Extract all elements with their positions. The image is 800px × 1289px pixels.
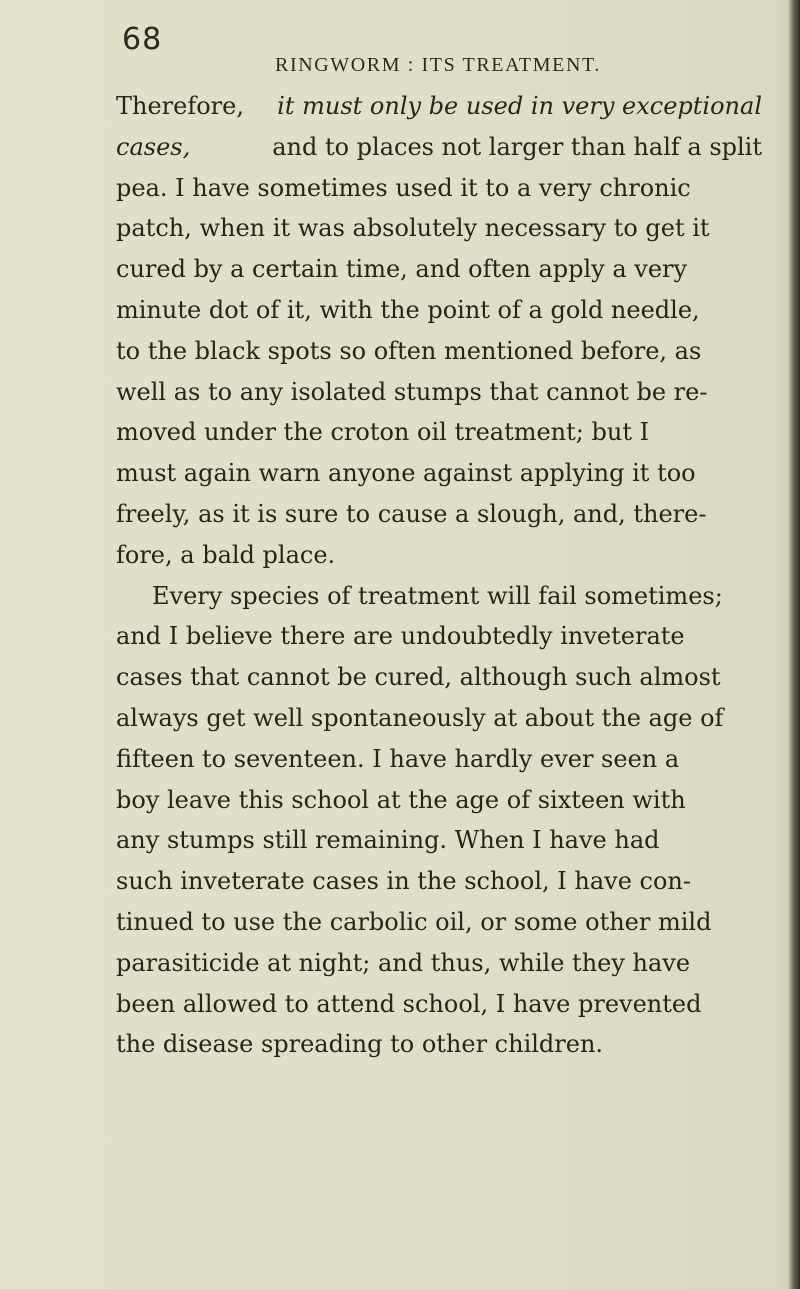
text-line	[116, 984, 762, 1025]
line-text: patch, when it was absolutely necessary to get it	[116, 214, 710, 243]
text-line	[116, 698, 762, 739]
page-header	[122, 22, 642, 76]
text-line	[116, 249, 762, 290]
text-line	[116, 86, 762, 127]
text-line	[116, 902, 762, 943]
line-text: to the black spots so often mentioned before, as	[116, 336, 702, 365]
line-text: the disease spreading to other children.	[116, 1030, 604, 1059]
line-text: been allowed to attend school, I have prevented	[116, 989, 702, 1018]
body-text	[116, 86, 762, 1065]
text-line	[116, 780, 762, 821]
text-line	[116, 943, 762, 984]
line-text: cases that cannot be cured, although such almost	[116, 663, 721, 692]
text-line	[116, 331, 762, 372]
text-line	[116, 535, 762, 576]
text-line	[116, 616, 762, 657]
page-number: 68	[122, 22, 163, 57]
text-line	[116, 820, 762, 861]
line-text: and I believe there are undoubtedly inveterate	[116, 622, 685, 651]
running-title: RINGWORM : ITS TREATMENT.	[275, 54, 601, 76]
page-edge	[788, 0, 800, 1289]
text-line	[116, 168, 762, 209]
text-line	[116, 127, 762, 168]
text-line	[116, 453, 762, 494]
line-text: moved under the croton oil treatment; but I	[116, 418, 650, 447]
line-text: fore, a bald place.	[116, 540, 336, 569]
text-line	[116, 208, 762, 249]
emphasis-text: cases,	[116, 132, 191, 161]
line-text: pea. I have sometimes used it to a very chronic	[116, 173, 691, 202]
text-line	[116, 739, 762, 780]
line-text: any stumps still remaining. When I have had	[116, 826, 660, 855]
line-text: Therefore,	[116, 92, 244, 120]
line-text: minute dot of it, with the point of a gold needle,	[116, 295, 700, 324]
text-line	[116, 657, 762, 698]
line-text: cured by a certain time, and often apply a very	[116, 255, 688, 284]
line-text: parasiticide at night; and thus, while they have	[116, 948, 691, 977]
text-line	[116, 576, 762, 617]
line-text: always get well spontaneously at about the age of	[116, 703, 724, 732]
line-text: fifteen to seventeen. I have hardly ever seen a	[116, 744, 680, 773]
text-line	[116, 372, 762, 413]
line-text: boy leave this school at the age of sixteen with	[116, 785, 686, 814]
text-line	[116, 412, 762, 453]
line-text: well as to any isolated stumps that cannot be re-	[116, 377, 708, 406]
text-line	[116, 290, 762, 331]
line-text: and to places not larger than half a split	[272, 132, 762, 161]
text-line	[116, 861, 762, 902]
line-text: must again warn anyone against applying it too	[116, 459, 696, 488]
line-text: tinued to use the carbolic oil, or some other mild	[116, 907, 712, 936]
line-text: freely, as it is sure to cause a slough, and, there-	[116, 499, 707, 528]
text-line	[116, 494, 762, 535]
line-text: such inveterate cases in the school, I have con-	[116, 867, 691, 896]
text-line	[116, 1024, 762, 1065]
line-text: Every species of treatment will fail sometimes;	[152, 581, 723, 610]
emphasis-text: it must only be used in very exceptional	[277, 92, 762, 120]
